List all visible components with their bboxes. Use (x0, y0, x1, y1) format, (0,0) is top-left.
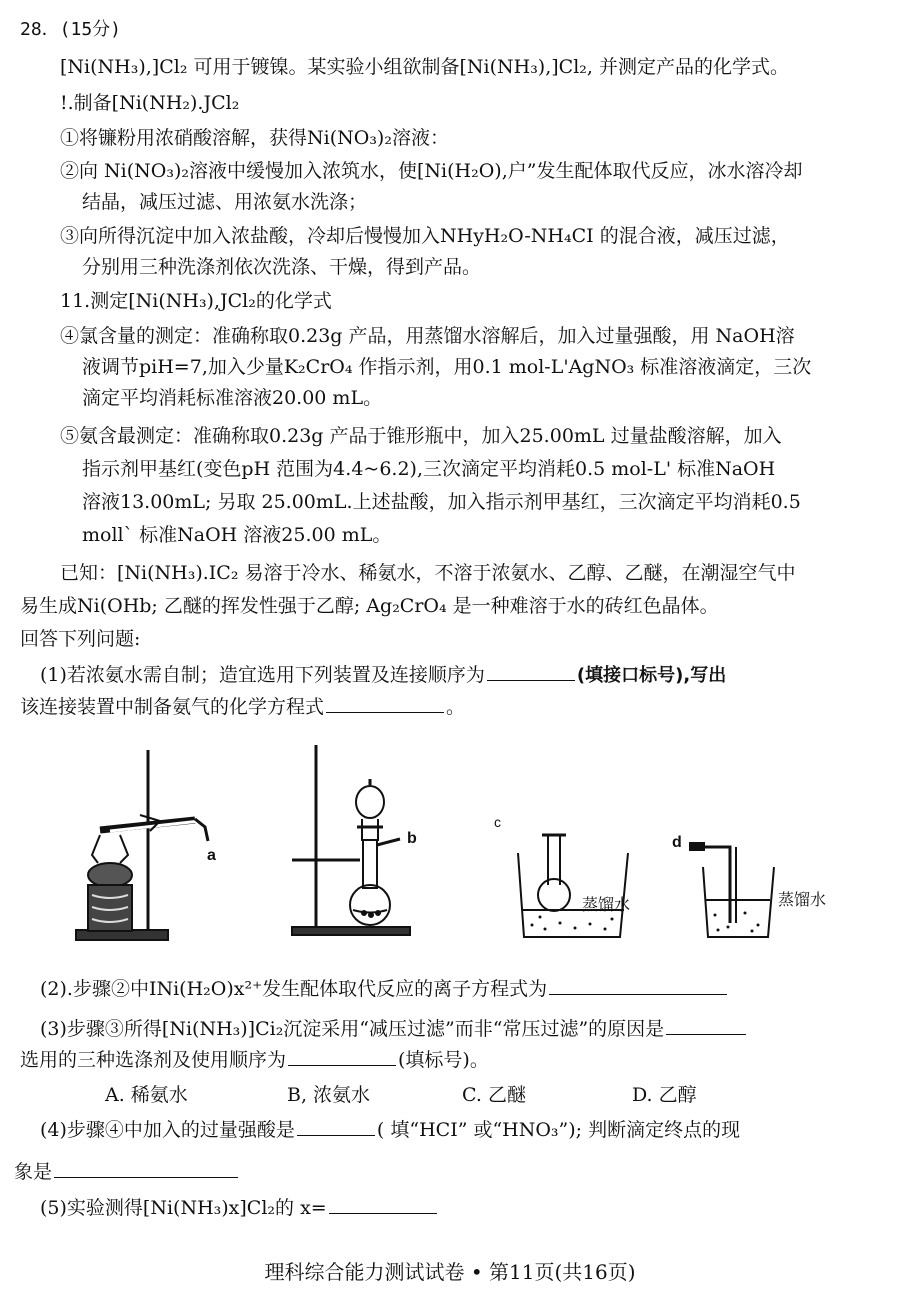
page-footer: 理科综合能力测试试卷 • 第11页(共16页) (264, 1260, 636, 1284)
part1-title: !.制备[Ni(NH₂).JCl₂ (60, 92, 240, 114)
step3-line-a: ③向所得沉淀中加入浓盐酸，冷却后慢慢加入NHyH₂O-NH₄CI 的混合液，减压过滤， (60, 225, 790, 247)
step2-line-a: ②向 Ni(NO₃)₂溶液中缓慢加入浓筑水，使[Ni(H₂O),户”发生配体取代反应，冰水溶冷却 (60, 160, 803, 182)
option-d: D. 乙醇 (632, 1084, 697, 1106)
q4-text-b: 象是 (14, 1161, 53, 1183)
step4-line-c: 滴定平均消耗标准溶液20.00 mL。 (82, 387, 383, 409)
q3-line-b (20, 1047, 489, 1072)
q3-text-a: (3)步骤③所得[Ni(NH₃)]Ci₂沉淀采用“减压过滤”而非“常压过滤”的原因是 (40, 1018, 665, 1040)
question-number: 28．(15分) (20, 19, 122, 40)
q4-line-a (40, 1117, 740, 1142)
step5-line-d: moll` 标准NaOH 溶液25.00 mL。 (82, 524, 392, 546)
q4-blank-acid[interactable] (297, 1117, 375, 1136)
label-a: a (207, 847, 216, 864)
q1-text-c: 该连接装置中制备氨气的化学方程式 (20, 696, 325, 718)
q5-line (40, 1195, 439, 1220)
label-water-d: 蒸馏水 (778, 892, 827, 909)
option-c: C. 乙醚 (462, 1084, 526, 1106)
label-c: c (494, 814, 501, 830)
q1-line-a (40, 662, 726, 688)
known-line-a: 已知：[Ni(NH₃).IC₂ 易溶于冷水、稀氨水，不溶于浓氨水、乙醇、乙醚，在潮湿空气中 (60, 562, 796, 584)
label-water-c: 蒸馏水 (582, 897, 631, 914)
q3-blank-reason[interactable] (666, 1016, 746, 1035)
intro-line: [Ni(NH₃),]Cl₂ 可用于镀镍。某实验小组欲制备[Ni(NH₃),]Cl₂, 并测定产品的化学式。 (60, 56, 789, 78)
step1-line: ①将镰粉用浓硝酸溶解，获得Ni(NO₃)₂溶液： (60, 127, 449, 149)
water-dots-c (531, 916, 614, 931)
step5-line-c: 溶液13.00mL; 另取 25.00mL.上述盐酸，加入指示剂甲基红，三次滴定平均消耗0.5 (82, 491, 801, 513)
q5-text: (5)实验测得[Ni(NH₃)x]Cl₂的 x= (40, 1197, 327, 1219)
q2-text: (2).步骤②中INi(H₂O)x²⁺发生配体取代反应的离子方程式为 (40, 978, 548, 1000)
part2-title: 11.测定[Ni(NH₃),JCl₂的化学式 (60, 290, 332, 312)
apparatus-figure (0, 735, 900, 955)
q1-text-b: (填接口标号),写出 (576, 665, 727, 686)
step5-line-b: 指示剂甲基红(变色pH 范围为4.4~6.2),三次滴定平均消耗0.5 mol-L' 标准NaOH (82, 458, 776, 480)
q4-text-a: (4)步骤④中加入的过量强酸是 (40, 1119, 295, 1141)
q3-text-b: 选用的三种选涤剂及使用顺序为 (20, 1049, 287, 1071)
q3-blank-order[interactable] (288, 1047, 396, 1066)
label-b: b (407, 830, 417, 847)
q4-text-a-end: ( 填“HCI” 或“HNO₃”); 判断滴定终点的现 (376, 1119, 741, 1141)
q1-text-a: (1)若浓氨水需自制；造宜选用下列装置及连接顺序为 (40, 664, 485, 686)
step4-line-b: 液调节piH=7,加入少量K₂CrO₄ 作指示剂，用0.1 mol-L'AgNO₃ 标准溶液滴定，三次 (82, 356, 812, 378)
q1-blank-order[interactable] (487, 662, 575, 681)
known-line-b: 易生成Ni(OHb; 乙醚的挥发性强于乙醇; Ag₂CrO₄ 是一种难溶于水的砖红色晶体。 (20, 595, 719, 617)
q1-end: 。 (446, 696, 466, 718)
q5-blank[interactable] (329, 1195, 437, 1214)
option-a: A. 稀氨水 (105, 1084, 188, 1106)
label-d: d (672, 834, 682, 851)
q3-text-b-end: (填标号)。 (398, 1049, 489, 1071)
q4-blank-endpoint[interactable] (54, 1159, 238, 1178)
q4-line-b (14, 1159, 240, 1184)
apparatus-d (690, 843, 774, 937)
q1-line-b (20, 694, 465, 719)
step5-line-a: ⑤氨含最测定：准确称取0.23g 产品于锥形瓶中，加入25.00mL 过量盐酸溶解，加入 (60, 425, 782, 447)
q2-line (40, 976, 729, 1001)
answer-prompt: 回答下列问题: (20, 628, 141, 650)
step4-line-a: ④氯含量的测定：准确称取0.23g 产品，用蒸馏水溶解后，加入过量强酸，用 NaOH溶 (60, 325, 795, 347)
apparatus-b (292, 745, 410, 935)
apparatus-a (76, 750, 208, 940)
q2-blank[interactable] (549, 976, 727, 995)
q1-blank-equation[interactable] (326, 694, 444, 713)
step3-line-b: 分别用三种洗涤剂依次洗涤、干燥，得到产品。 (82, 256, 482, 278)
apparatus-c (518, 835, 631, 937)
option-b: B, 浓氨水 (287, 1084, 371, 1106)
step2-line-b: 结晶，减压过滤、用浓氨水洗涤； (82, 191, 368, 213)
q3-line-a (40, 1016, 748, 1041)
